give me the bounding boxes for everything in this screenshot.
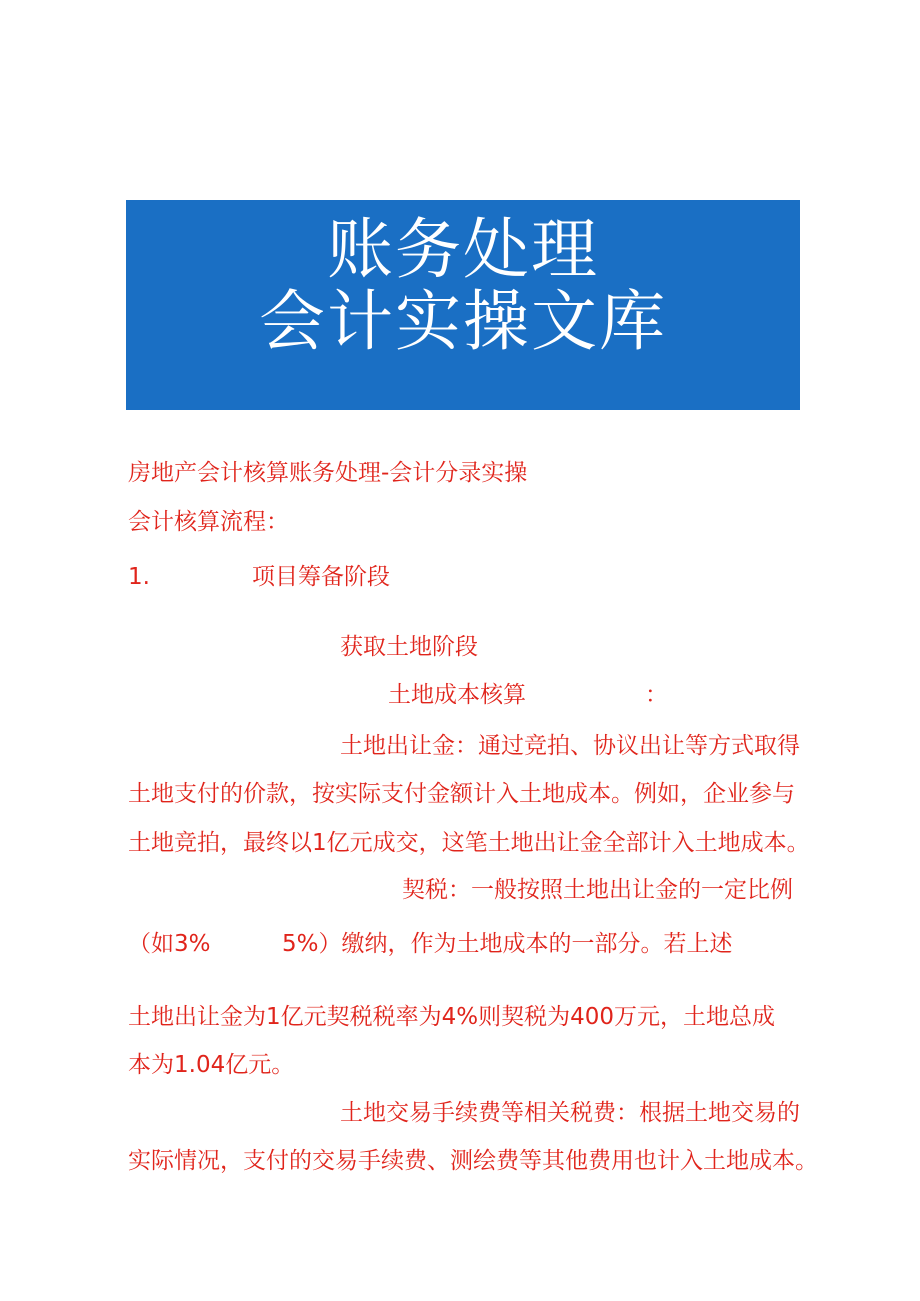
subsection-title: 获取土地阶段 <box>340 634 478 660</box>
section-number: 1. <box>128 564 150 590</box>
paragraph-line: 本为1.04亿元。 <box>128 1052 295 1078</box>
section-title: 项目筹备阶段 <box>252 564 390 590</box>
paragraph-line: 土地支付的价款，按实际支付金额计入土地成本。例如，企业参与 <box>128 781 795 807</box>
paragraph-line: 5%）缴纳，作为土地成本的一部分。若上述 <box>282 931 733 957</box>
item-heading: 土地成本核算 <box>388 682 526 708</box>
paragraph-line: 土地竞拍，最终以1亿元成交，这笔土地出让金全部计入土地成本。 <box>128 830 810 856</box>
paragraph-line: 土地出让金：通过竞拍、协议出让等方式取得 <box>340 733 800 759</box>
paragraph-line: （如3% <box>128 931 211 957</box>
banner-title-line2: 会计实操文库 <box>259 283 667 360</box>
paragraph-line: 土地交易手续费等相关税费：根据土地交易的 <box>340 1100 800 1126</box>
paragraph-line: 契税：一般按照土地出让金的一定比例 <box>402 877 793 903</box>
title-banner <box>126 200 800 410</box>
paragraph-line: 实际情况，支付的交易手续费、测绘费等其他费用也计入土地成本。 <box>128 1148 818 1174</box>
item-heading-colon: ： <box>645 682 668 708</box>
document-title: 房地产会计核算账务处理-会计分录实操 <box>128 460 528 486</box>
paragraph-line: 土地出让金为1亿元契税税率为4%则契税为400万元，土地总成 <box>128 1004 776 1030</box>
process-heading: 会计核算流程： <box>128 509 289 535</box>
banner-title-line1: 账务处理 <box>327 211 599 288</box>
